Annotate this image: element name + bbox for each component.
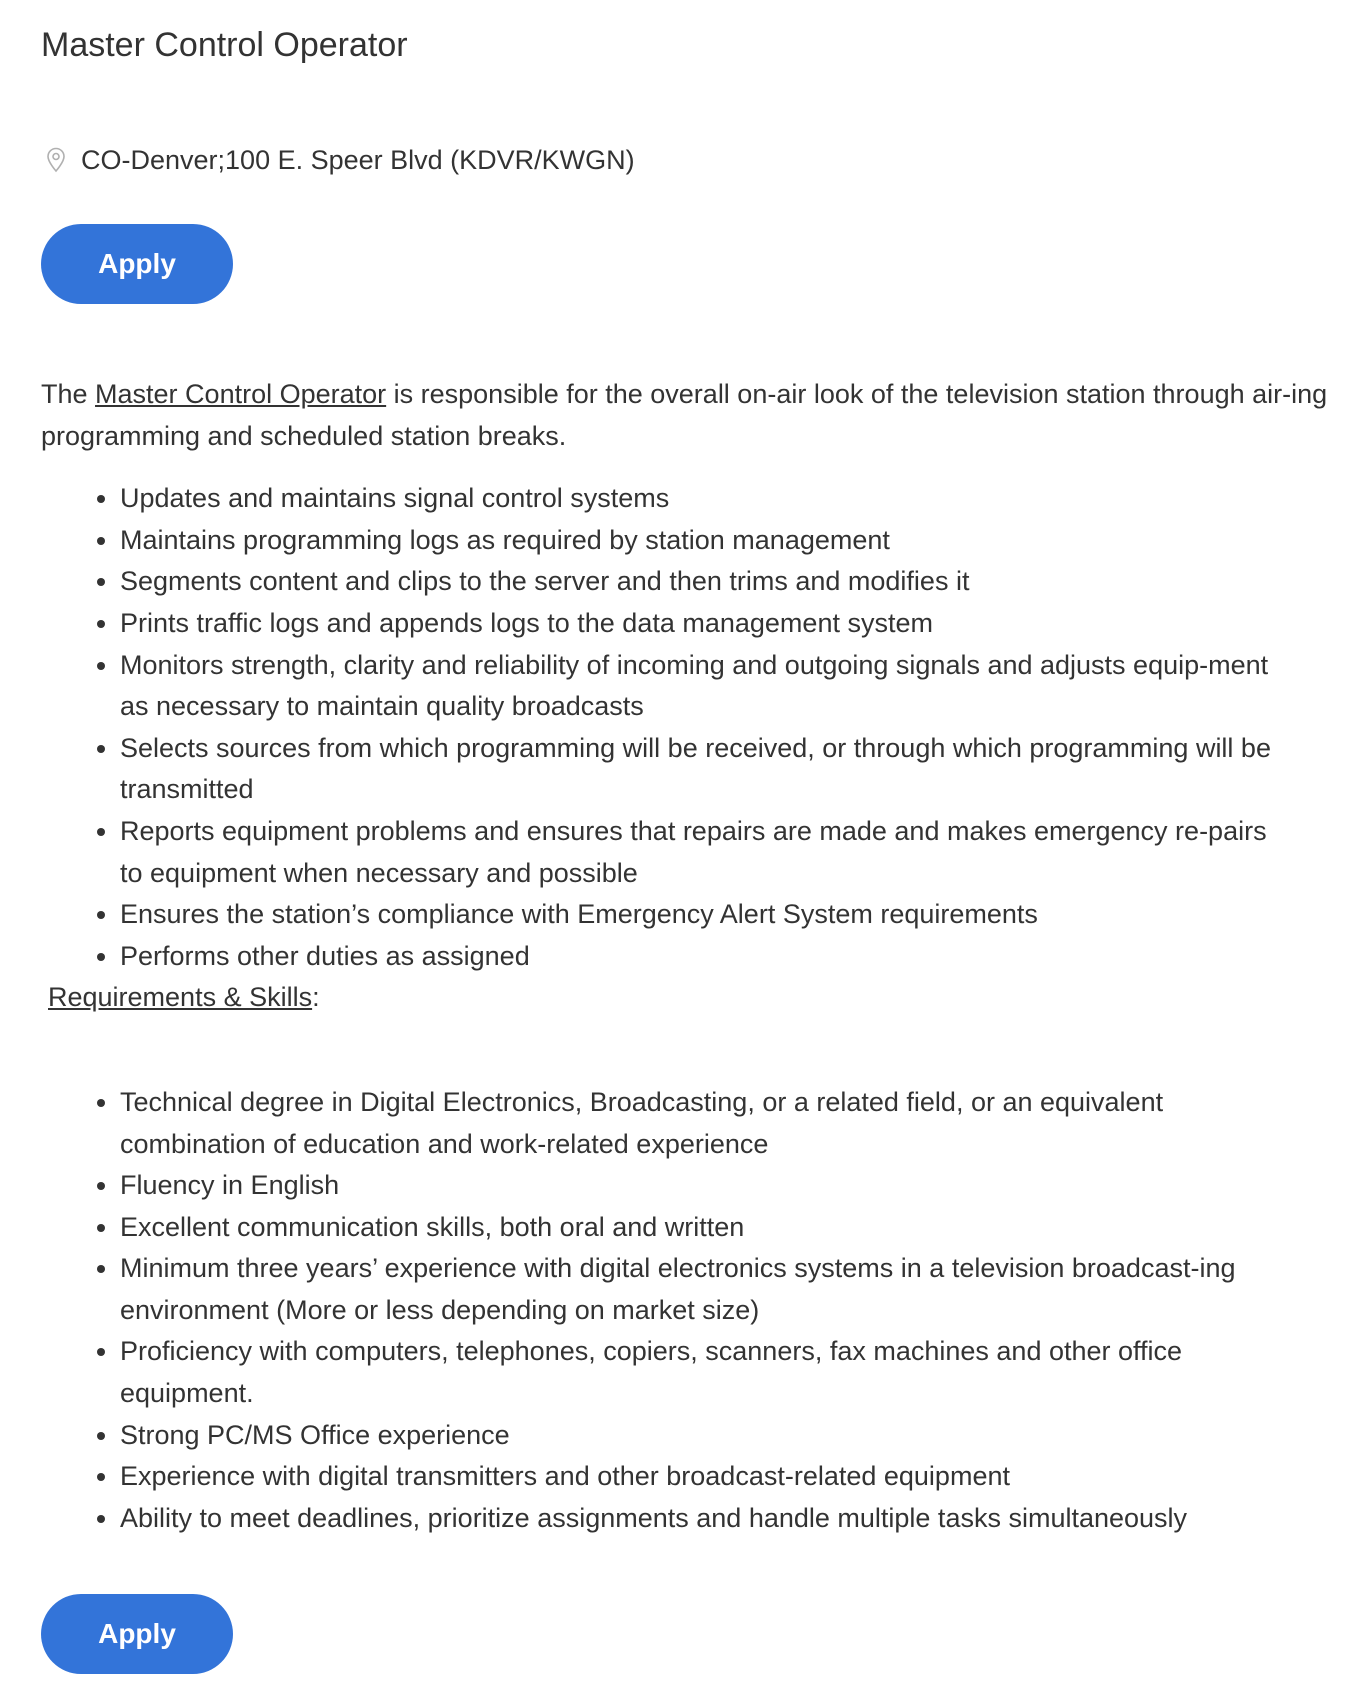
intro-suffix: is responsible for the overall on-air look of the television station through air-ing programming and scheduled station breaks. bbox=[41, 379, 1328, 451]
list-item: • Excellent communication skills, both oral and written bbox=[120, 1207, 1295, 1249]
list-item: • Maintains programming logs as required by station management bbox=[120, 520, 1295, 562]
list-item: • Reports equipment problems and ensures that repairs are made and makes emergency re-pairs to equipment when necessary and possible bbox=[120, 811, 1295, 894]
list-item: • Selects sources from which programming will be received, or through which programming will be transmitted bbox=[120, 728, 1295, 811]
list-item: • Strong PC/MS Office experience bbox=[120, 1415, 1295, 1457]
apply-button-top[interactable]: Apply bbox=[41, 224, 233, 304]
requirements-heading bbox=[41, 977, 1336, 1019]
list-item: • Experience with digital transmitters and other broadcast-related equipment bbox=[120, 1456, 1295, 1498]
list-item: • Performs other duties as assigned bbox=[120, 936, 1295, 978]
map-pin-icon bbox=[45, 147, 67, 173]
list-item: • Segments content and clips to the server and then trims and modifies it bbox=[120, 561, 1295, 603]
intro-prefix: The bbox=[41, 379, 96, 409]
location-text: CO-Denver;100 E. Speer Blvd (KDVR/KWGN) bbox=[81, 145, 635, 175]
job-location bbox=[45, 140, 635, 180]
responsibilities-list bbox=[41, 478, 1295, 977]
list-item: • Ensures the station’s compliance with Emergency Alert System requirements bbox=[120, 894, 1295, 936]
list-item: • Ability to meet deadlines, prioritize assignments and handle multiple tasks simultaneously bbox=[120, 1498, 1295, 1540]
list-item: • Prints traffic logs and appends logs to the data management system bbox=[120, 603, 1295, 645]
list-item: • Fluency in English bbox=[120, 1165, 1295, 1207]
intro-paragraph bbox=[41, 374, 1336, 457]
job-description bbox=[41, 374, 1336, 1539]
job-title-link[interactable]: Master Control Operator bbox=[95, 379, 387, 409]
requirements-heading-link[interactable]: Requirements & Skills bbox=[48, 982, 313, 1013]
list-item: • Minimum three years’ experience with digital electronics systems in a television broadcast-ing environment (More or less depending on market size) bbox=[120, 1248, 1295, 1331]
requirements-heading-colon: : bbox=[312, 982, 320, 1013]
list-item: • Updates and maintains signal control systems bbox=[120, 478, 1295, 520]
page-title: Master Control Operator bbox=[41, 26, 408, 64]
apply-button-bottom[interactable]: Apply bbox=[41, 1594, 233, 1674]
list-item: • Monitors strength, clarity and reliability of incoming and outgoing signals and adjusts equip-ment as necessary to maintain quality broadcasts bbox=[120, 645, 1295, 728]
list-item: • Technical degree in Digital Electronics, Broadcasting, or a related field, or an equivalent combination of education and work-related experience bbox=[120, 1082, 1295, 1165]
list-item: • Proficiency with computers, telephones, copiers, scanners, fax machines and other office equipment. bbox=[120, 1331, 1295, 1414]
requirements-list bbox=[41, 1082, 1295, 1540]
